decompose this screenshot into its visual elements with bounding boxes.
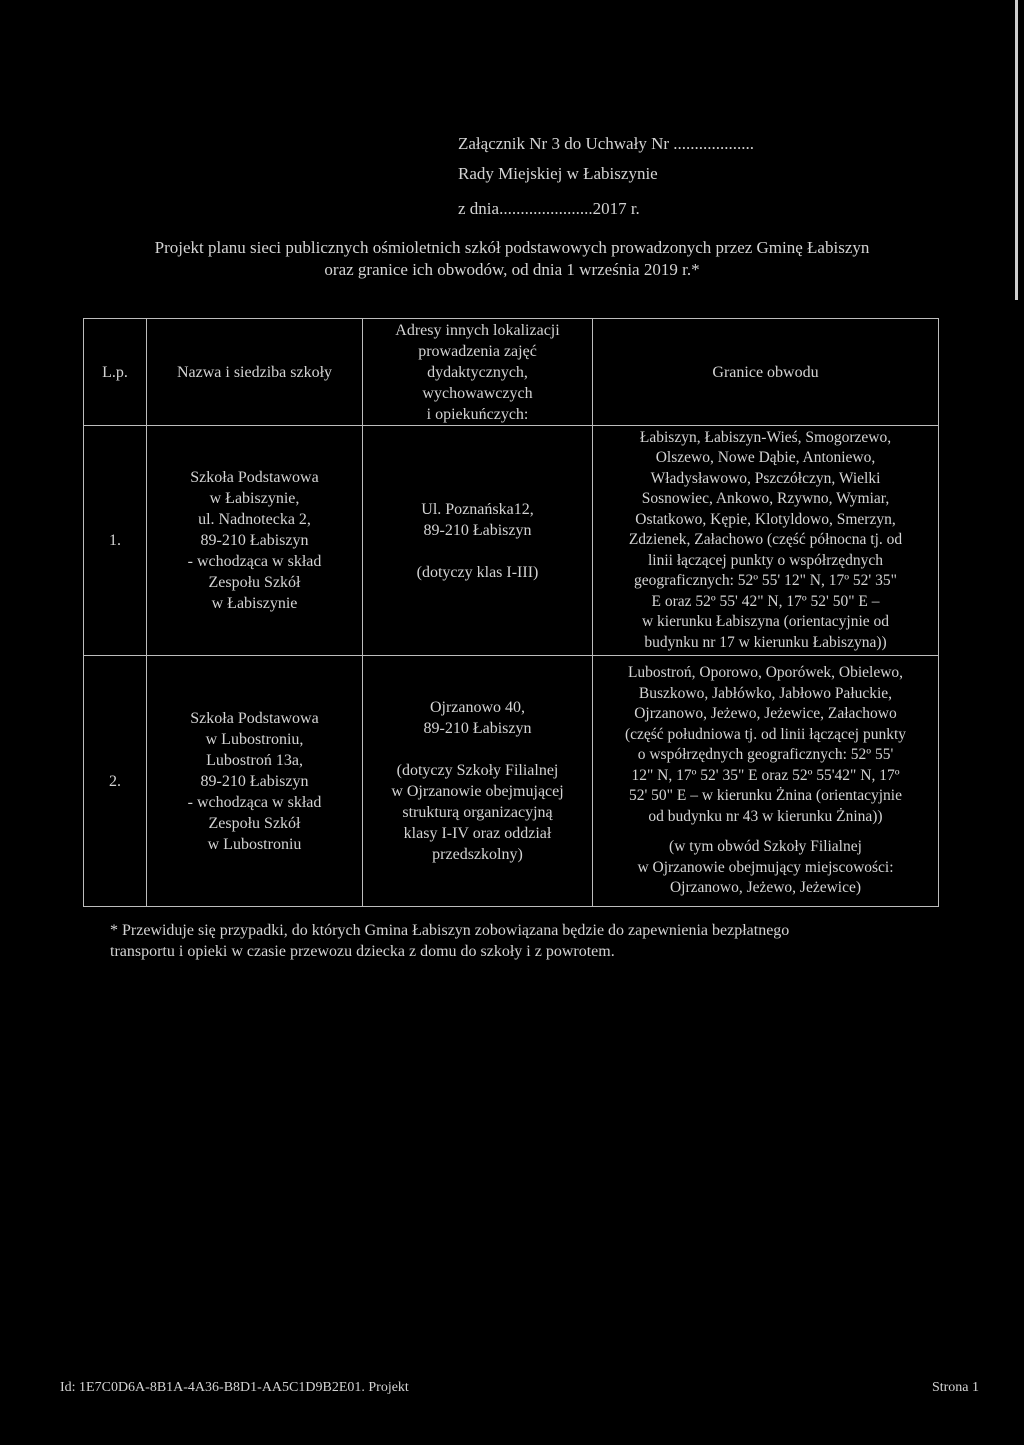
footnote-line2: transportu i opieki w czasie przewozu dziecka z domu do szkoły i z powrotem.: [110, 943, 615, 960]
address-line: (dotyczy Szkoły Filialnej: [396, 762, 559, 779]
address-line: strukturą organizacyjną: [402, 804, 553, 821]
header-boundaries: [593, 319, 938, 425]
boundary-line: (część południowa tj. od linii łączącej punkty: [624, 725, 907, 743]
address-line: (dotyczy klas I-III): [416, 563, 539, 581]
attachment-number: Załącznik Nr 3 do Uchwały Nr ...................: [458, 134, 755, 153]
row2-lp: [84, 656, 146, 906]
boundary-line: Ojrzanowo, Jeżewo, Jeżewice, Załachowo: [634, 705, 897, 723]
row2-name: [147, 656, 362, 906]
boundary-line: (w tym obwód Szkoły Filialnej: [669, 838, 862, 856]
header-name-text: Nazwa i siedziba szkoły: [176, 363, 333, 381]
school-name-line: - wchodząca w skład: [187, 793, 322, 811]
boundary-line: w kierunku Łabiszyna (orientacyjnie od: [641, 613, 890, 631]
document-title-line2: oraz granice ich obwodów, od dnia 1 września 2019 r.*: [324, 260, 700, 279]
address-line: 89-210 Łabiszyn: [423, 521, 532, 539]
school-name-line: 89-210 Łabiszyn: [200, 772, 309, 790]
school-name-line: w Łabiszynie: [211, 595, 298, 612]
row1-address: [363, 426, 592, 655]
boundary-line: Łabiszyn, Łabiszyn-Wieś, Smogorzewo,: [639, 428, 892, 446]
boundary-line: Olszewo, Nowe Dąbie, Antoniewo,: [655, 449, 876, 467]
header-address-line: i opiekuńczych:: [426, 405, 529, 423]
header-lp-text: L.p.: [102, 363, 128, 381]
boundary-line: w Ojrzanowie obejmujący miejscowości:: [637, 858, 894, 876]
row2-boundaries: [593, 656, 938, 906]
boundary-line: E oraz 52º 55' 42" N, 17º 52' 50" E –: [651, 592, 880, 610]
address-line: Ul. Poznańska12,: [421, 500, 534, 518]
page-number: Strona 1: [931, 1380, 979, 1395]
boundary-line: od budynku nr 43 w kierunku Żnina)): [648, 807, 883, 825]
boundary-line: budynku nr 17 w kierunku Łabiszyna)): [644, 633, 887, 651]
address-line: klasy I-IV oraz oddział: [403, 825, 552, 842]
address-line: w Ojrzanowie obejmującej: [391, 783, 564, 800]
footnote-line1: * Przewiduje się przypadki, do których Gmina Łabiszyn zobowiązana będzie do zapewnienia bezpłatnego: [110, 922, 790, 939]
header-address-line: dydaktycznych,: [427, 363, 528, 381]
row1-lp: [84, 426, 146, 655]
boundary-line: Władysławowo, Pszczółczyn, Wielki: [650, 469, 881, 487]
row-lp-text: 2.: [109, 772, 121, 790]
school-name-line: Lubostroń 13a,: [206, 751, 303, 769]
boundary-line: geograficznych: 52º 55' 12" N, 17º 52' 35": [634, 572, 897, 590]
address-line: 89-210 Łabiszyn: [423, 720, 532, 737]
row2-address: [363, 656, 592, 906]
header-boundaries-text: Granice obwodu: [712, 363, 819, 381]
table-border-right: [938, 318, 939, 907]
resolution-date: z dnia......................2017 r.: [458, 199, 640, 218]
school-name-line: - wchodząca w skład: [187, 553, 322, 570]
school-name-line: w Lubostroniu,: [205, 730, 304, 748]
council-name: Rady Miejskiej w Łabiszynie: [458, 164, 658, 183]
address-line: Ojrzanowo 40,: [429, 699, 526, 716]
school-name-line: Zespołu Szkół: [208, 814, 301, 832]
row1-name: [147, 426, 362, 655]
boundary-line: Zdzienek, Załachowo (część północna tj. od: [628, 531, 903, 549]
footnote: [110, 920, 930, 962]
boundary-line: 12" N, 17º 52' 35" E oraz 52º 55'42" N, 17º: [631, 766, 900, 784]
school-name-line: ul. Nadnotecka 2,: [198, 511, 311, 528]
school-name-line: Szkoła Podstawowa: [190, 469, 319, 486]
boundary-line: Lubostroń, Oporowo, Oporówek, Obielewo,: [627, 664, 904, 682]
document-title-line1: Projekt planu sieci publicznych ośmioletnich szkół podstawowych prowadzonych przez Gminę Łabiszyn: [154, 238, 870, 257]
table-border-bottom: [83, 906, 939, 907]
header-lp: [84, 319, 146, 425]
header-address-line: prowadzenia zajęć: [418, 342, 537, 360]
school-name-line: w Łabiszynie,: [209, 490, 300, 507]
school-name-line: w Lubostroniu: [207, 835, 302, 853]
boundary-line: Sosnowiec, Ankowo, Rzywno, Wymiar,: [641, 490, 890, 508]
boundary-line: Ostatkowo, Kępie, Klotyldowo, Smerzyn,: [635, 510, 896, 528]
boundary-line: linii łączącej punkty o współrzędnych: [647, 551, 883, 569]
school-name-line: 89-210 Łabiszyn: [200, 532, 309, 549]
boundary-line: 52' 50" E – w kierunku Żnina (orientacyjnie: [629, 787, 902, 805]
boundary-line: Buszkowo, Jabłówko, Jabłowo Pałuckie,: [638, 684, 893, 702]
document-id: Id: 1E7C0D6A-8B1A-4A36-B8D1-AA5C1D9B2E01. Projekt: [60, 1380, 409, 1395]
header-address-line: wychowawczych: [422, 384, 533, 402]
school-name-line: Zespołu Szkół: [208, 574, 301, 591]
header-name: [147, 319, 362, 425]
boundary-line: Ojrzanowo, Jeżewo, Jeżewice): [669, 879, 862, 897]
row-lp-text: 1.: [109, 532, 121, 549]
header-address-line: Adresy innych lokalizacji: [395, 321, 560, 339]
header-address: [363, 319, 592, 425]
school-name-line: Szkoła Podstawowa: [190, 709, 319, 727]
row1-boundaries: [593, 426, 938, 655]
address-line: przedszkolny): [432, 846, 523, 863]
boundary-line: o współrzędnych geograficznych: 52º 55': [637, 746, 894, 764]
